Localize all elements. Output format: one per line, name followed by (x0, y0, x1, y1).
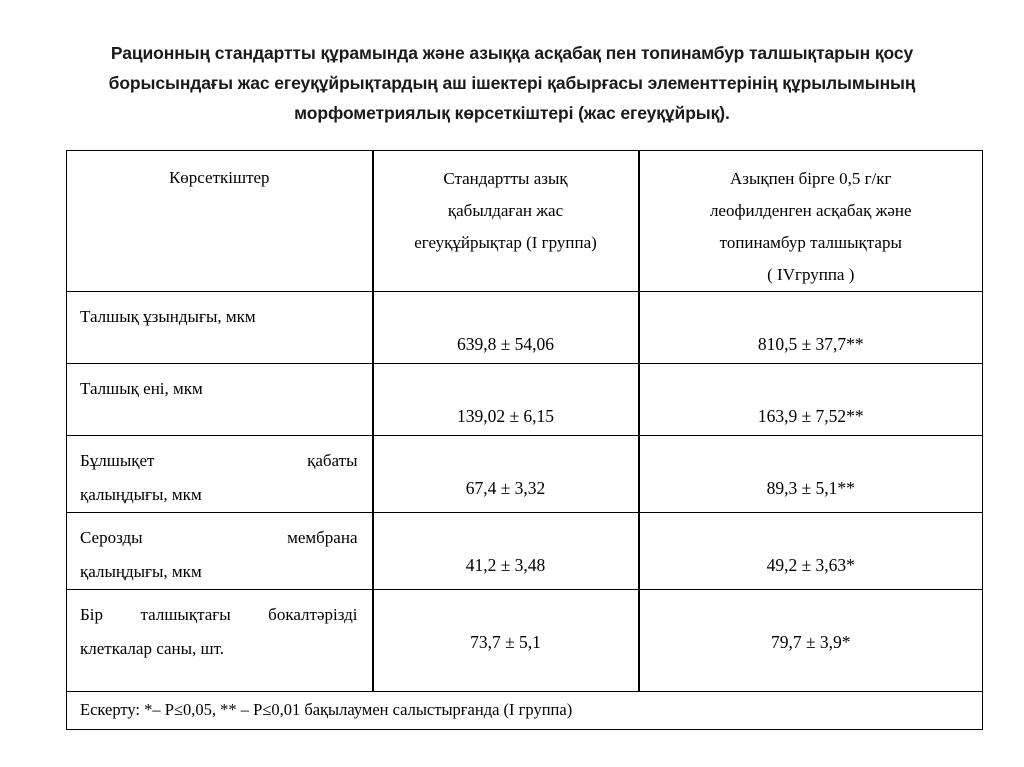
header-line: Азықпен бірге 0,5 г/кг (729, 169, 892, 188)
row-label-line: Бір талшықтағы бокалтәрізді (80, 605, 358, 624)
row-value-group-i: 41,2 ± 3,48 (465, 555, 546, 575)
morphometry-table-wrapper (66, 150, 982, 730)
row-value-group-iv: 89,3 ± 5,1** (766, 478, 855, 498)
table-row (67, 436, 983, 513)
row-value-cell-group-i (373, 513, 639, 590)
row-label: Талшық ұзындығы, мкм (80, 307, 256, 326)
row-label-line: клеткалар саны, шт. (80, 639, 225, 658)
row-value-cell-group-i (373, 364, 639, 436)
row-value-cell-group-i (373, 292, 639, 364)
row-label-line: Серозды мембрана (80, 528, 358, 547)
header-label-group-i (374, 151, 638, 259)
row-value-group-i: 139,02 ± 6,15 (456, 406, 555, 426)
row-label-line: қалыңдығы, мкм (80, 485, 202, 504)
row-value-group-iv: 79,7 ± 3,9* (770, 632, 851, 652)
row-label-cell (67, 436, 373, 513)
row-label (67, 590, 372, 666)
row-value-group-i: 67,4 ± 3,32 (465, 478, 546, 498)
table-row (67, 292, 983, 364)
table-row (67, 364, 983, 436)
header-cell-group-i (373, 151, 639, 292)
row-label (67, 436, 372, 512)
row-label: Талшық ені, мкм (80, 379, 203, 398)
header-line: қабылдаған жас (447, 201, 564, 220)
footnote-cell (67, 692, 983, 730)
table-row (67, 513, 983, 590)
row-value-cell-group-i (373, 590, 639, 692)
row-value-group-i: 639,8 ± 54,06 (456, 334, 555, 354)
row-label-cell (67, 513, 373, 590)
morphometry-table (66, 150, 983, 730)
row-value-group-iv: 49,2 ± 3,63* (766, 555, 855, 575)
header-line: ( IVгруппа ) (767, 265, 855, 284)
row-value-group-iv: 163,9 ± 7,52** (757, 406, 864, 426)
header-cell-indicators (67, 151, 373, 292)
row-value-cell-group-iv (639, 364, 983, 436)
row-value-cell-group-iv (639, 590, 983, 692)
row-value-group-iv: 810,5 ± 37,7** (757, 334, 864, 354)
header-label-group-iv (640, 151, 983, 291)
header-line: егеуқұйрықтар (I группа) (414, 233, 597, 252)
row-value-cell-group-iv (639, 513, 983, 590)
row-label-cell (67, 292, 373, 364)
footnote-text: Ескерту: *– P≤0,05, ** – P≤0,01 бақылаумен салыстырғанда (I группа) (80, 700, 573, 719)
row-label (67, 513, 372, 589)
row-label-line: Бұлшықет қабаты (80, 451, 358, 470)
row-label-cell (67, 364, 373, 436)
header-label-indicators: Көрсеткіштер (168, 168, 270, 187)
row-label-cell (67, 590, 373, 692)
page-title: Рационның стандартты құрамында және азыққа асқабақ пен топинамбур талшықтарын қосу борысындағы жас егеуқұйрықтардың аш ішектері қабырғасы элементтерінің құрылымының морфометриялық көрсеткіштері (жас егеуқұйрық). (108, 43, 916, 123)
table-header-row (67, 151, 983, 292)
table-footnote-row (67, 692, 983, 730)
table-row (67, 590, 983, 692)
row-value-cell-group-iv (639, 436, 983, 513)
row-value-cell-group-iv (639, 292, 983, 364)
header-line: топинамбур талшықтары (719, 233, 902, 252)
row-value-group-i: 73,7 ± 5,1 (470, 632, 541, 652)
header-line: Стандартты азық (443, 169, 568, 188)
header-line: леофилденген асқабақ және (709, 201, 912, 220)
row-label-line: қалыңдығы, мкм (80, 562, 202, 581)
header-cell-group-iv (639, 151, 983, 292)
row-value-cell-group-i (373, 436, 639, 513)
